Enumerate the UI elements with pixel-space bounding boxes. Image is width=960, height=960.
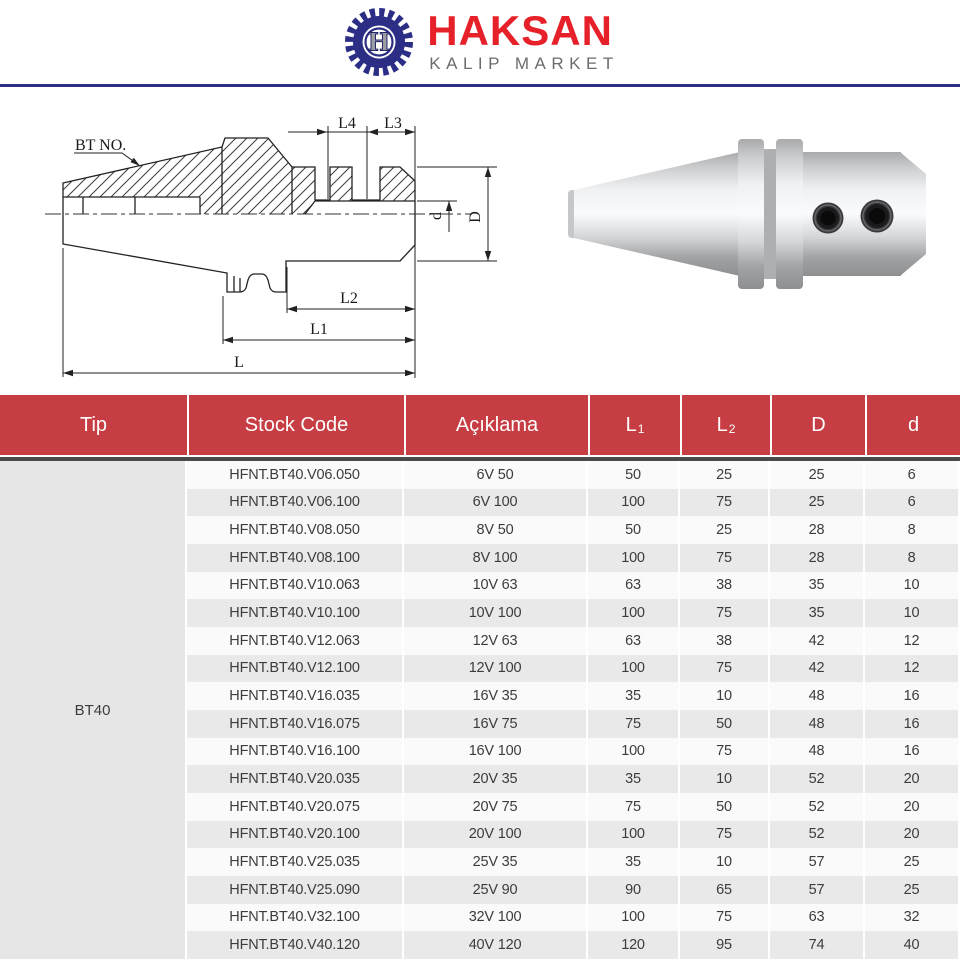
cell-d-big: 63	[768, 904, 863, 932]
cell-l1: 100	[586, 599, 678, 627]
cell-d-small: 16	[863, 682, 958, 710]
cell-stock-code: HFNT.BT40.V08.100	[187, 544, 402, 572]
cell-l2: 75	[678, 904, 768, 932]
label-l: L	[234, 354, 244, 371]
gear-logo-icon	[341, 4, 417, 80]
table-row	[187, 904, 960, 932]
table-row	[187, 821, 960, 849]
cell-stock-code: HFNT.BT40.V20.100	[187, 821, 402, 849]
cell-stock-code: HFNT.BT40.V25.035	[187, 848, 402, 876]
technical-drawing	[0, 95, 550, 395]
cell-d-big: 57	[768, 848, 863, 876]
cell-d-big: 25	[768, 489, 863, 517]
cell-aciklama: 10V 100	[402, 599, 586, 627]
tip-group-cell: BT40	[0, 461, 187, 959]
cell-l2: 25	[678, 461, 768, 489]
cell-l1: 100	[586, 821, 678, 849]
col-header-aciklama: Açıklama	[404, 395, 588, 455]
cell-l1: 50	[586, 516, 678, 544]
cell-l2: 75	[678, 489, 768, 517]
cell-aciklama: 20V 35	[402, 765, 586, 793]
table-row	[187, 848, 960, 876]
cell-stock-code: HFNT.BT40.V16.100	[187, 738, 402, 766]
cell-l2: 10	[678, 848, 768, 876]
cell-aciklama: 12V 63	[402, 627, 586, 655]
table-row	[187, 931, 960, 959]
cell-stock-code: HFNT.BT40.V25.090	[187, 876, 402, 904]
table-row	[187, 627, 960, 655]
page-header	[0, 0, 960, 84]
cell-d-big: 48	[768, 682, 863, 710]
cell-d-small: 10	[863, 599, 958, 627]
cell-l2: 10	[678, 765, 768, 793]
cell-stock-code: HFNT.BT40.V12.100	[187, 655, 402, 683]
cell-aciklama: 16V 35	[402, 682, 586, 710]
cell-l2: 38	[678, 572, 768, 600]
label-d-small: d	[428, 212, 445, 220]
product-photo	[550, 110, 950, 370]
cell-d-big: 57	[768, 876, 863, 904]
cell-aciklama: 20V 75	[402, 793, 586, 821]
cell-stock-code: HFNT.BT40.V06.100	[187, 489, 402, 517]
cell-l1: 90	[586, 876, 678, 904]
cell-stock-code: HFNT.BT40.V10.100	[187, 599, 402, 627]
cell-d-big: 42	[768, 655, 863, 683]
cell-l1: 35	[586, 682, 678, 710]
cell-stock-code: HFNT.BT40.V12.063	[187, 627, 402, 655]
table-header-row	[0, 395, 960, 455]
label-d-big: D	[467, 211, 484, 223]
brand-subtitle: KALIP MARKET	[429, 54, 619, 73]
cell-l2: 75	[678, 599, 768, 627]
cell-l2: 75	[678, 821, 768, 849]
table-body-rows	[187, 461, 960, 959]
cell-aciklama: 25V 90	[402, 876, 586, 904]
col-header-tip: Tip	[0, 395, 187, 455]
toolholder-photo	[568, 139, 926, 289]
cell-stock-code: HFNT.BT40.V40.120	[187, 931, 402, 959]
cell-d-big: 74	[768, 931, 863, 959]
cell-stock-code: HFNT.BT40.V06.050	[187, 461, 402, 489]
cell-l2: 38	[678, 627, 768, 655]
label-l2: L2	[340, 290, 358, 307]
cell-d-big: 42	[768, 627, 863, 655]
table-body	[0, 461, 960, 959]
col-header-d-big: D	[770, 395, 865, 455]
table-row	[187, 682, 960, 710]
cell-aciklama: 6V 100	[402, 489, 586, 517]
table-row	[187, 655, 960, 683]
header-divider	[0, 84, 960, 87]
cell-stock-code: HFNT.BT40.V32.100	[187, 904, 402, 932]
cell-d-big: 25	[768, 461, 863, 489]
set-screw-2	[861, 200, 894, 233]
cell-l1: 63	[586, 627, 678, 655]
cell-d-small: 25	[863, 848, 958, 876]
cell-d-small: 40	[863, 931, 958, 959]
table-row	[187, 599, 960, 627]
cell-stock-code: HFNT.BT40.V16.075	[187, 710, 402, 738]
cell-d-big: 28	[768, 544, 863, 572]
cell-d-small: 12	[863, 627, 958, 655]
cell-l1: 100	[586, 738, 678, 766]
cell-l1: 75	[586, 710, 678, 738]
cell-stock-code: HFNT.BT40.V20.075	[187, 793, 402, 821]
cell-d-big: 52	[768, 821, 863, 849]
cell-l2: 75	[678, 738, 768, 766]
spec-table	[0, 395, 960, 959]
cell-l2: 75	[678, 544, 768, 572]
cell-l1: 100	[586, 655, 678, 683]
cell-l2: 95	[678, 931, 768, 959]
cell-l2: 25	[678, 516, 768, 544]
table-row	[187, 876, 960, 904]
cell-aciklama: 20V 100	[402, 821, 586, 849]
cell-l1: 35	[586, 848, 678, 876]
label-bt-no: BT NO.	[75, 137, 127, 154]
cell-d-small: 20	[863, 793, 958, 821]
table-row	[187, 544, 960, 572]
cell-d-small: 32	[863, 904, 958, 932]
cell-aciklama: 6V 50	[402, 461, 586, 489]
cell-d-small: 8	[863, 544, 958, 572]
logo-text	[427, 7, 619, 74]
cell-l1: 100	[586, 544, 678, 572]
cell-l1: 63	[586, 572, 678, 600]
brand-name: HAKSAN	[427, 7, 613, 54]
cell-stock-code: HFNT.BT40.V10.063	[187, 572, 402, 600]
table-row	[187, 516, 960, 544]
cell-d-big: 52	[768, 765, 863, 793]
cell-d-big: 48	[768, 710, 863, 738]
cell-aciklama: 16V 75	[402, 710, 586, 738]
cell-l1: 50	[586, 461, 678, 489]
cell-stock-code: HFNT.BT40.V16.035	[187, 682, 402, 710]
cell-d-small: 20	[863, 765, 958, 793]
cell-aciklama: 10V 63	[402, 572, 586, 600]
cell-stock-code: HFNT.BT40.V08.050	[187, 516, 402, 544]
col-header-l1: L $_1$	[588, 395, 680, 455]
cell-aciklama: 40V 120	[402, 931, 586, 959]
cell-l1: 35	[586, 765, 678, 793]
cell-d-big: 48	[768, 738, 863, 766]
cell-d-big: 52	[768, 793, 863, 821]
cell-stock-code: HFNT.BT40.V20.035	[187, 765, 402, 793]
cell-d-small: 16	[863, 738, 958, 766]
cell-l1: 120	[586, 931, 678, 959]
cell-l2: 10	[678, 682, 768, 710]
label-l4: L4	[338, 115, 356, 132]
cell-aciklama: 8V 50	[402, 516, 586, 544]
table-row	[187, 461, 960, 489]
cell-l2: 65	[678, 876, 768, 904]
table-row	[187, 738, 960, 766]
cell-aciklama: 25V 35	[402, 848, 586, 876]
haksan-logo	[341, 4, 618, 80]
cell-d-small: 6	[863, 461, 958, 489]
col-header-l2: L $_2$	[680, 395, 770, 455]
cell-l2: 50	[678, 793, 768, 821]
table-row	[187, 793, 960, 821]
table-row	[187, 489, 960, 517]
logo-monogram: H	[367, 27, 391, 57]
table-row	[187, 765, 960, 793]
cell-l1: 75	[586, 793, 678, 821]
cell-d-small: 12	[863, 655, 958, 683]
cell-l2: 75	[678, 655, 768, 683]
label-l3: L3	[384, 115, 402, 132]
cell-l1: 100	[586, 904, 678, 932]
col-header-d-small: d	[865, 395, 960, 455]
cell-l1: 100	[586, 489, 678, 517]
table-row	[187, 710, 960, 738]
cell-d-small: 20	[863, 821, 958, 849]
cell-aciklama: 16V 100	[402, 738, 586, 766]
label-l1: L1	[310, 321, 328, 338]
cell-d-small: 25	[863, 876, 958, 904]
cell-aciklama: 32V 100	[402, 904, 586, 932]
cell-d-big: 28	[768, 516, 863, 544]
set-screw-1	[813, 203, 844, 234]
cell-d-big: 35	[768, 599, 863, 627]
cell-d-small: 6	[863, 489, 958, 517]
cell-aciklama: 12V 100	[402, 655, 586, 683]
cell-d-small: 10	[863, 572, 958, 600]
cell-l2: 50	[678, 710, 768, 738]
cell-d-big: 35	[768, 572, 863, 600]
table-row	[187, 572, 960, 600]
cell-d-small: 16	[863, 710, 958, 738]
cell-d-small: 8	[863, 516, 958, 544]
col-header-stock-code: Stock Code	[187, 395, 404, 455]
cell-aciklama: 8V 100	[402, 544, 586, 572]
